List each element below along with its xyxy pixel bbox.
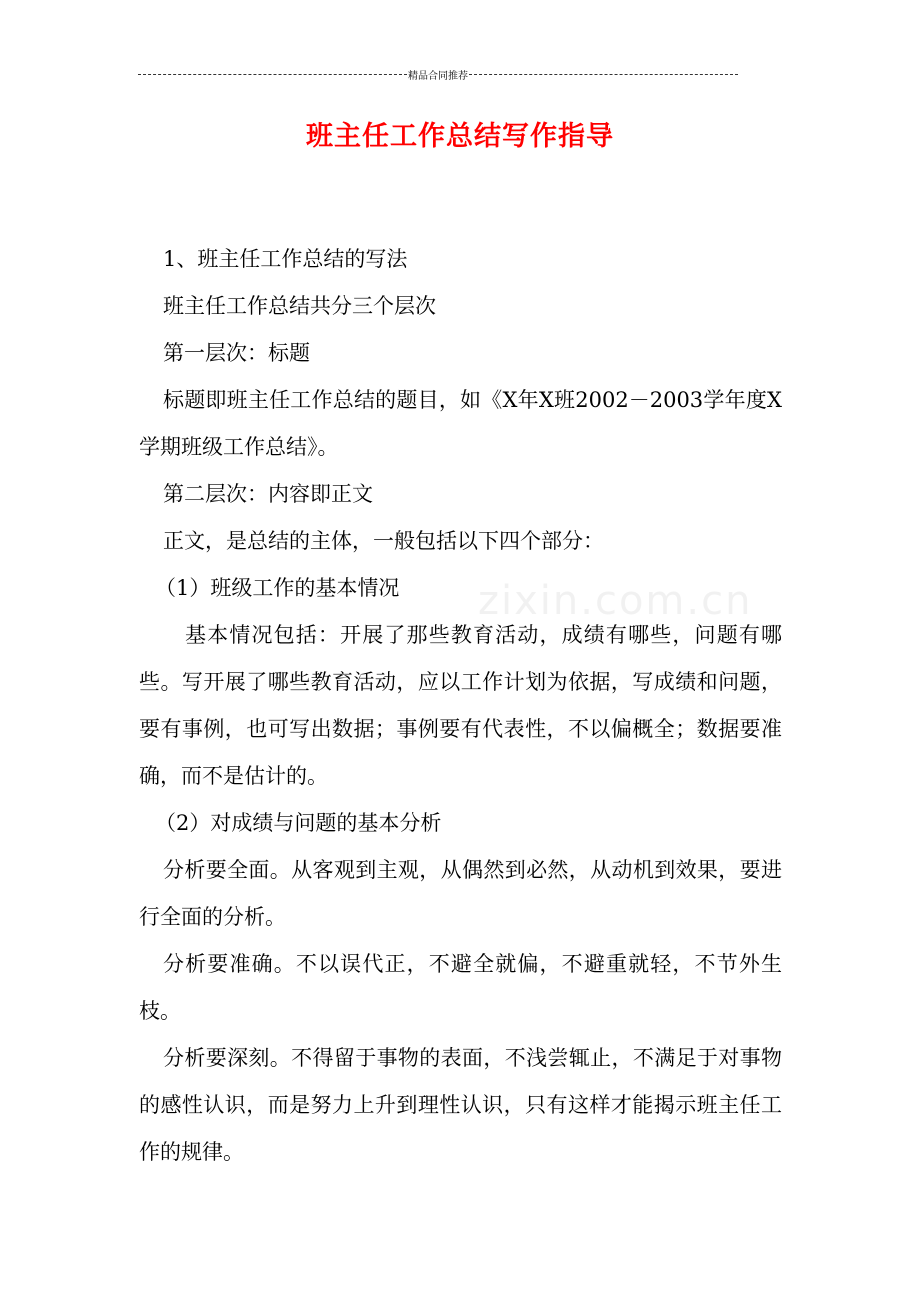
section-heading: （2）对成绩与问题的基本分析 bbox=[155, 811, 442, 835]
paragraph: 分析要全面。从客观到主观，从偶然到必然，从动机到效果，要进行全面的分析。 bbox=[139, 858, 782, 929]
document-title: 班主任工作总结写作指导 bbox=[306, 121, 614, 152]
paragraph: 基本情况包括：开展了那些教育活动，成绩有哪些，问题有哪些。写开展了哪些教育活动，应以工作计划为依据，写成绩和问题，要有事例，也可写出数据；事例要有代表性，不以偏概全；数据要准确，而不是估计的。 bbox=[139, 623, 782, 788]
paragraph: 1、班主任工作总结的写法 bbox=[163, 247, 408, 271]
paragraph: 班主任工作总结共分三个层次 bbox=[163, 294, 436, 318]
paragraph: 正文，是总结的主体，一般包括以下四个部分： bbox=[163, 529, 604, 553]
watermark: zixin.com.cn bbox=[478, 578, 753, 624]
page-header bbox=[138, 66, 738, 82]
header-dash-left bbox=[138, 74, 407, 75]
header-label: 精品合同推荐 bbox=[408, 70, 468, 82]
paragraph: 第一层次：标题 bbox=[163, 341, 310, 365]
paragraph: 标题即班主任工作总结的题目，如《X年X班2002－2003学年度X学期班级工作总结》。 bbox=[139, 388, 782, 459]
paragraph: 第二层次：内容即正文 bbox=[163, 482, 373, 506]
document-body bbox=[139, 236, 782, 1176]
paragraph: 分析要准确。不以误代正，不避全就偏，不避重就轻，不节外生枝。 bbox=[139, 952, 782, 1023]
section-heading: （1）班级工作的基本情况 bbox=[155, 576, 400, 600]
paragraph: 分析要深刻。不得留于事物的表面，不浅尝辄止，不满足于对事物的感性认识，而是努力上升到理性认识，只有这样才能揭示班主任工作的规律。 bbox=[139, 1046, 782, 1164]
header-dash-right bbox=[469, 74, 738, 75]
